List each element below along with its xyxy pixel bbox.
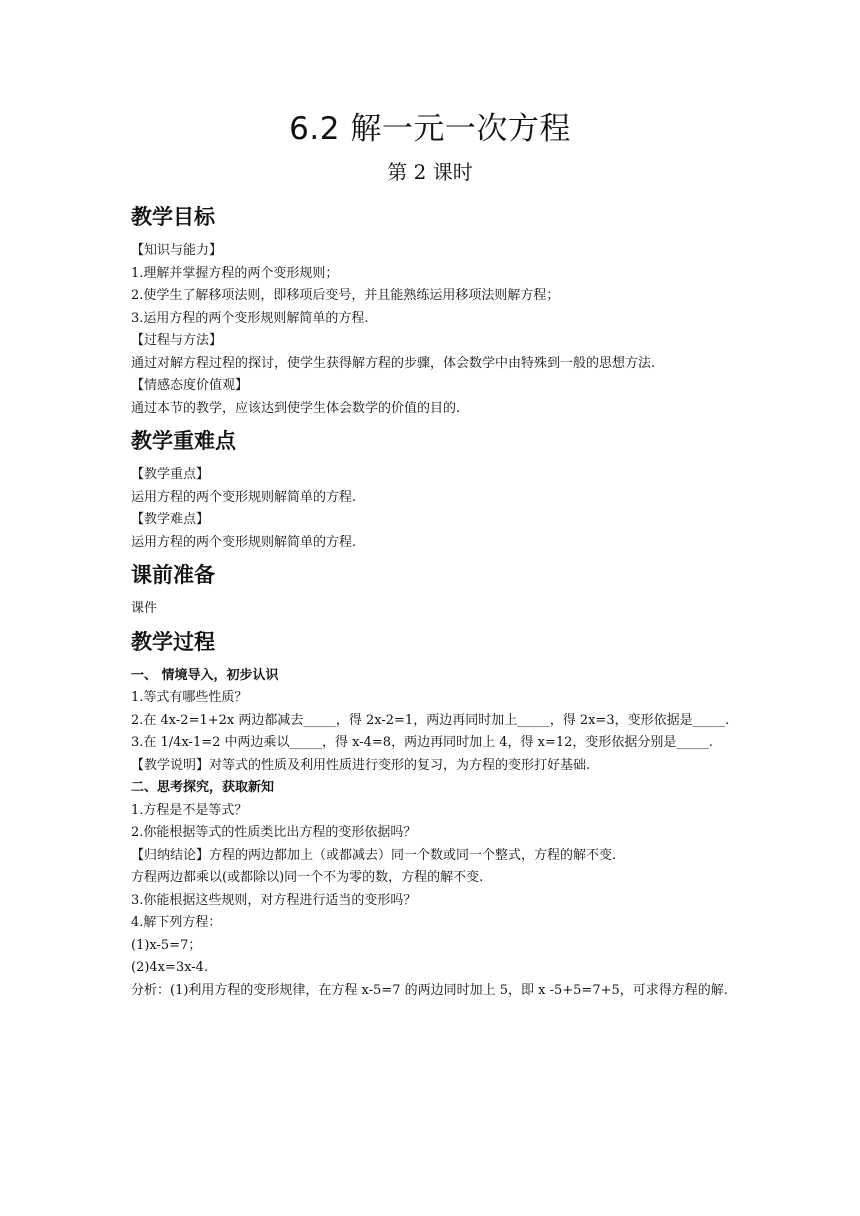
process-line: 分析：(1)利用方程的变形规律，在方程 x-5=7 的两边同时加上 5，即 x -5+5=7+5，可求得方程的解. [131,982,728,998]
section-heading-preparation: 课前准备 [131,563,215,587]
process-line: 3.你能根据这些规则，对方程进行适当的变形吗？ [131,892,417,908]
section-heading-process: 教学过程 [131,629,215,654]
process-line: 【教学说明】对等式的性质及利用性质进行变形的复习，为方程的变形打好基础. [131,757,591,773]
goals-line: 【过程与方法】 [131,333,223,348]
process-line: 3.在 1/4x-1=2 中两边乘以_____，得 x-4=8，两边再同时加上 4，得 x=12，变形依据分别是_____. [131,735,714,750]
goals-line: 通过对解方程过程的探讨，使学生获得解方程的步骤，体会数学中由特殊到一般的思想方法. [131,355,656,371]
process-line: 【归纳结论】方程的两边都加上（或都减去）同一个数或同一个整式，方程的解不变. [131,847,617,863]
process-line: 1.方程是不是等式？ [131,802,248,818]
process-line: (2)4x=3x-4. [131,960,209,975]
process-line: 方程两边都乘以(或都除以)同一个不为零的数，方程的解不变. [131,870,484,885]
section-heading-key-points: 教学重难点 [131,429,236,453]
goals-line: 【情感态度价值观】 [131,378,249,393]
prep-line: 课件 [131,601,158,616]
process-line: (1)x-5=7； [131,937,202,953]
process-line: 4.解下列方程： [131,915,222,930]
process-line: 1.等式有哪些性质？ [131,690,248,705]
document-body [131,196,731,1002]
goals-line: 2.使学生了解移项法则，即移项后变号，并且能熟练运用移项法则解方程； [131,288,560,303]
goals-line: 【知识与能力】 [131,243,223,258]
process-line: 2.在 4x-2=1+2x 两边都减去_____，得 2x-2=1，两边再同时加上_____，得 2x=3，变形依据是_____. [131,712,730,728]
document-subtitle: 第 2 课时 [387,160,473,184]
goals-line: 1.理解并掌握方程的两个变形规则； [131,265,339,281]
goals-line: 3.运用方程的两个变形规则解简单的方程. [131,310,369,326]
process-part1-title: 一、 情境导入，初步认识 [131,667,279,683]
document-title: 6.2 解一元一次方程 [289,111,571,147]
goals-line: 通过本节的教学，应该达到使学生体会数学的价值的目的. [131,400,461,416]
process-part2-title: 二、思考探究，获取新知 [131,780,275,795]
key-line: 【教学难点】 [131,512,210,527]
key-line: 【教学重点】 [131,467,210,482]
key-line: 运用方程的两个变形规则解简单的方程. [131,534,357,550]
section-heading-goals: 教学目标 [131,205,215,229]
process-line: 2.你能根据等式的性质类比出方程的变形依据吗？ [131,825,417,840]
key-line: 运用方程的两个变形规则解简单的方程. [131,489,357,505]
